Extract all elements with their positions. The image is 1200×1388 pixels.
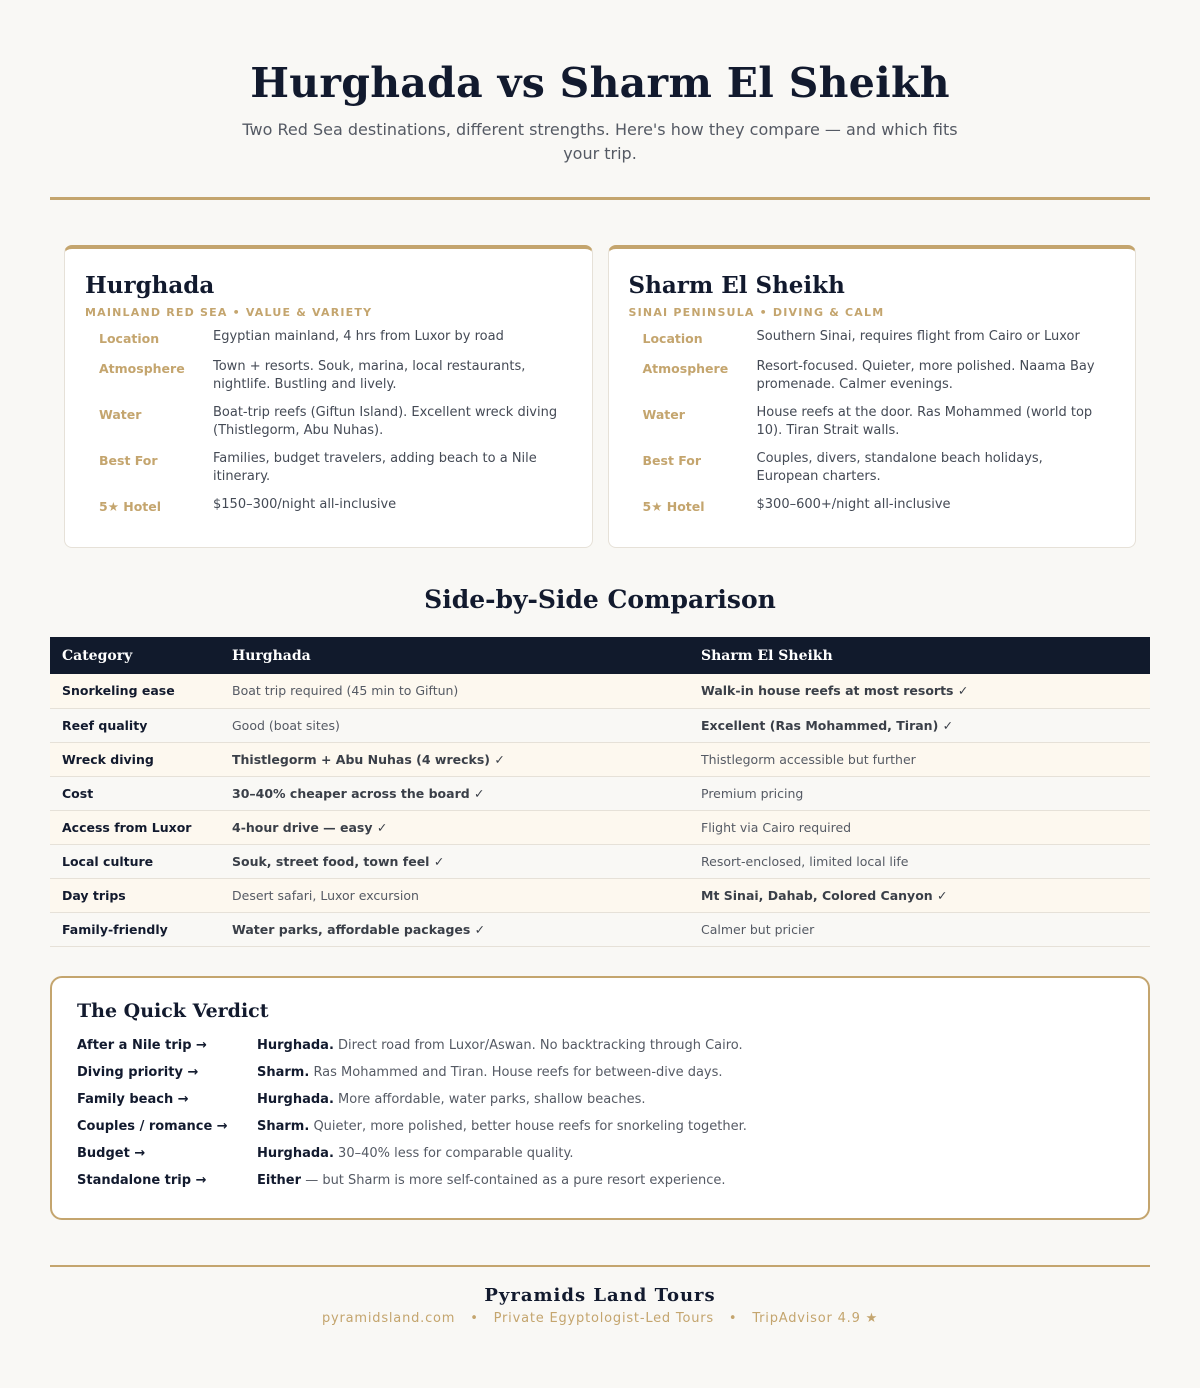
card-sharm [608,245,1137,548]
footer [0,1285,1200,1326]
page-title: Hurghada vs Sharm El Sheikh [250,59,950,107]
verdict-pick: Hurghada. [257,1038,334,1053]
card-row-location [643,328,1116,348]
verdict-detail: 30–40% less for comparable quality. [338,1146,574,1161]
card-subtitle: SINAI PENINSULA • DIVING & CALM [628,306,885,319]
verdict-text [257,1146,573,1161]
card-row-value: Families, budget travelers, adding beach to a Nile itinerary. [213,451,537,484]
hurghada-cell: Souk, street food, town feel ✓ [220,844,689,878]
footer-rating: TripAdvisor 4.9 ★ [752,1311,879,1326]
card-row-label: Best For [642,453,702,468]
sharm-cell: Flight via Cairo required [689,810,1150,844]
footer-meta [0,1311,1200,1326]
comparison-table [50,637,1150,947]
sharm-cell: Walk-in house reefs at most resorts ✓ [689,674,1150,708]
verdict-row [77,1167,1123,1194]
verdict-label: Standalone trip → [77,1173,207,1188]
header-divider [50,197,1150,200]
hurghada-cell: 4-hour drive — easy ✓ [220,810,689,844]
table-row [50,776,1150,810]
verdict-text [257,1119,747,1134]
card-row-label: Location [99,331,160,346]
column-header: Category [50,637,220,674]
card-row-label: Atmosphere [99,361,185,376]
category-cell: Local culture [50,844,220,878]
sharm-cell: Premium pricing [689,776,1150,810]
card-row-water [99,404,572,440]
card-row-location [99,328,572,348]
verdict-pick: Hurghada. [257,1146,334,1161]
comparison-title: Side-by-Side Comparison [424,585,776,614]
verdict-label: Diving priority → [77,1065,199,1080]
destination-cards [64,245,1136,548]
table-row [50,708,1150,742]
table-row [50,844,1150,878]
card-row-label: Best For [99,453,158,468]
sharm-cell: Calmer but pricier [689,912,1150,946]
footer-brand: Pyramids Land Tours [484,1285,716,1306]
category-cell: Snorkeling ease [50,674,220,708]
card-row-value: Boat-trip reefs (Giftun Island). Excellent wreck diving (Thistlegorm, Abu Nuhas). [213,405,558,438]
verdict-box [50,976,1150,1220]
verdict-detail: Quieter, more polished, better house reefs for snorkeling together. [313,1119,747,1134]
category-cell: Family-friendly [50,912,220,946]
card-row-label: Location [642,331,703,346]
card-row-best-for [99,450,572,486]
footer-tagline: Private Egyptologist-Led Tours [493,1311,714,1326]
table-row [50,878,1150,912]
verdict-row [77,1140,1123,1167]
card-row-value: Couples, divers, standalone beach holidays, European charters. [756,451,1043,484]
sharm-cell: Excellent (Ras Mohammed, Tiran) ✓ [689,708,1150,742]
card-row-atmosphere [99,358,572,394]
page-header [0,0,1200,166]
table-row [50,912,1150,946]
verdict-detail: Direct road from Luxor/Aswan. No backtracking through Cairo. [338,1038,743,1053]
verdict-label: Couples / romance → [77,1119,228,1134]
card-hurghada [64,245,593,548]
card-title: Hurghada [85,272,215,299]
verdict-detail: — but Sharm is more self-contained as a pure resort experience. [305,1173,726,1188]
card-row-hotel [643,496,1116,516]
verdict-label: Budget → [77,1146,146,1161]
card-row-value: $300–600+/night all-inclusive [756,497,951,512]
category-cell: Access from Luxor [50,810,220,844]
hurghada-cell: Boat trip required (45 min to Giftun) [220,674,689,708]
card-row-label: Water [99,407,142,422]
sharm-cell: Thistlegorm accessible but further [689,742,1150,776]
card-row-hotel [99,496,572,516]
sharm-cell: Mt Sinai, Dahab, Colored Canyon ✓ [689,878,1150,912]
verdict-row [77,1032,1123,1059]
card-row-value: Egyptian mainland, 4 hrs from Luxor by road [213,329,504,344]
hurghada-cell: Desert safari, Luxor excursion [220,878,689,912]
sharm-cell: Resort-enclosed, limited local life [689,844,1150,878]
hurghada-cell: Thistlegorm + Abu Nuhas (4 wrecks) ✓ [220,742,689,776]
verdict-label: After a Nile trip → [77,1038,207,1053]
card-row-label: Water [642,407,685,422]
verdict-pick: Sharm. [257,1119,310,1134]
verdict-detail: Ras Mohammed and Tiran. House reefs for between-dive days. [313,1065,723,1080]
card-row-best-for [643,450,1116,486]
table-row [50,742,1150,776]
verdict-row [77,1113,1123,1140]
page-subtitle: Two Red Sea destinations, different strengths. Here's how they compare — and which fits your trip. [242,120,958,163]
verdict-pick: Sharm. [257,1065,310,1080]
verdict-label: Family beach → [77,1092,189,1107]
table-header-row [50,637,1150,674]
verdict-pick: Hurghada. [257,1092,334,1107]
card-row-value: Town + resorts. Souk, marina, local restaurants, nightlife. Bustling and lively. [213,359,526,392]
card-row-atmosphere [643,358,1116,394]
verdict-text [257,1173,726,1188]
footer-separator: • [728,1311,738,1326]
footer-separator: • [470,1311,479,1326]
category-cell: Reef quality [50,708,220,742]
hurghada-cell: Water parks, affordable packages ✓ [220,912,689,946]
category-cell: Wreck diving [50,742,220,776]
verdict-text [257,1065,723,1080]
verdict-pick: Either [257,1173,302,1188]
verdict-row [77,1086,1123,1113]
verdict-row [77,1059,1123,1086]
footer-website: pyramidsland.com [321,1311,456,1326]
hurghada-cell: 30–40% cheaper across the board ✓ [220,776,689,810]
column-header: Hurghada [220,637,689,674]
card-row-water [643,404,1116,440]
verdict-detail: More affordable, water parks, shallow beaches. [338,1092,646,1107]
card-subtitle: MAINLAND RED SEA • VALUE & VARIETY [85,306,373,319]
verdict-text [257,1092,645,1107]
card-row-value: House reefs at the door. Ras Mohammed (world top 10). Tiran Strait walls. [756,405,1093,438]
card-row-label: 5★ Hotel [642,499,705,514]
verdict-text [257,1038,743,1053]
table-row [50,810,1150,844]
hurghada-cell: Good (boat sites) [220,708,689,742]
category-cell: Cost [50,776,220,810]
card-row-label: 5★ Hotel [99,499,162,514]
card-row-value: Resort-focused. Quieter, more polished. Naama Bay promenade. Calmer evenings. [756,359,1095,392]
category-cell: Day trips [50,878,220,912]
column-header: Sharm El Sheikh [689,637,1150,674]
card-row-value: $150–300/night all-inclusive [213,497,397,512]
table-row [50,674,1150,708]
card-row-label: Atmosphere [642,361,729,376]
footer-divider [50,1265,1150,1267]
verdict-title: The Quick Verdict [77,1000,269,1022]
card-title: Sharm El Sheikh [628,272,845,299]
card-row-value: Southern Sinai, requires flight from Cairo or Luxor [756,329,1080,344]
